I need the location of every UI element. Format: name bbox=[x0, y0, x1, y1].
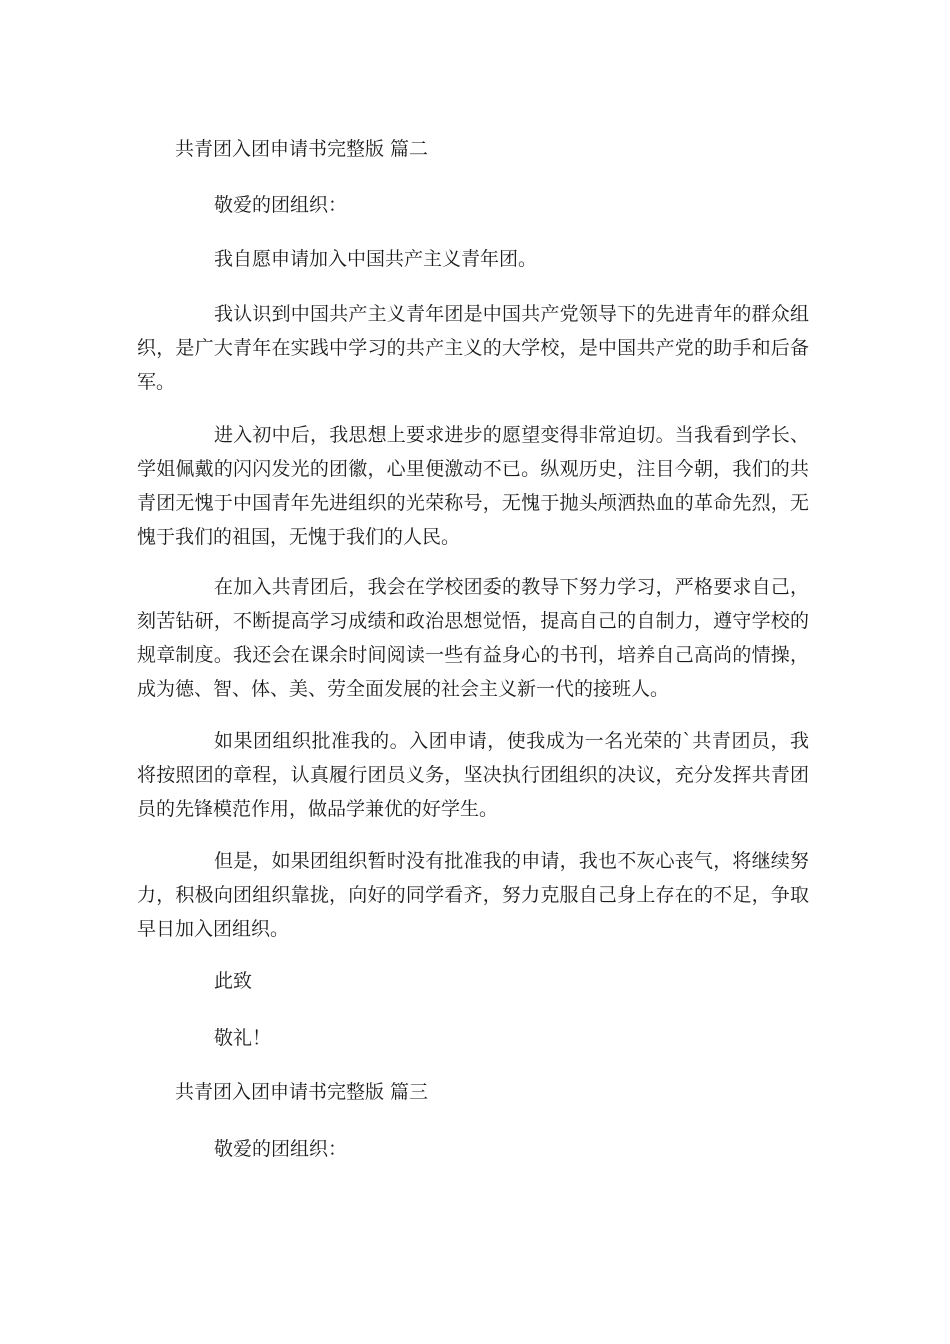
section-3-salutation: 敬爱的团组织： bbox=[214, 1138, 348, 1160]
paragraph-5: 如果团组织批准我的。入团申请，使我成为一名光荣的`共青团员，我将按照团的章程，认真履行团员义务，坚决执行团组织的决议，充分发挥共青团员的先锋模范作用，做品学兼优的好学生。 bbox=[137, 730, 809, 820]
section-2-salutation: 敬爱的团组织： bbox=[214, 194, 348, 216]
closing-jing-li: 敬礼！ bbox=[214, 1027, 272, 1049]
paragraph-6: 但是，如果团组织暂时没有批准我的申请，我也不灰心丧气，将继续努力，积极向团组织靠拢，向好的同学看齐，努力克服自己身上存在的不足，争取早日加入团组织。 bbox=[137, 850, 809, 940]
paragraph-1: 我自愿申请加入中国共产主义青年团。 bbox=[214, 248, 538, 270]
closing-ci-zhi: 此致 bbox=[214, 970, 253, 992]
paragraph-3: 进入初中后，我思想上要求进步的愿望变得非常迫切。当我看到学长、学姐佩戴的闪闪发光的团徽，心里便激动不已。纵观历史，注目今朝，我们的共青团无愧于中国青年先进组织的光荣称号，无愧于抛头颅洒热血的革命先烈，无愧于我们的祖国，无愧于我们的人民。 bbox=[137, 424, 809, 548]
paragraph-2: 我认识到中国共产主义青年团是中国共产党领导下的先进青年的群众组织，是广大青年在实践中学习的共产主义的大学校，是中国共产党的助手和后备军。 bbox=[137, 303, 809, 393]
section-2-title: 共青团入团申请书完整版 篇二 bbox=[175, 138, 429, 160]
section-3-title: 共青团入团申请书完整版 篇三 bbox=[175, 1081, 429, 1103]
paragraph-4: 在加入共青团后，我会在学校团委的教导下努力学习，严格要求自己，刻苦钻研，不断提高学习成绩和政治思想觉悟，提高自己的自制力，遵守学校的规章制度。我还会在课余时间阅读一些有益身心的书刊，培养自己高尚的情操，成为德、智、体、美、劳全面发展的社会主义新一代的接班人。 bbox=[137, 576, 809, 700]
